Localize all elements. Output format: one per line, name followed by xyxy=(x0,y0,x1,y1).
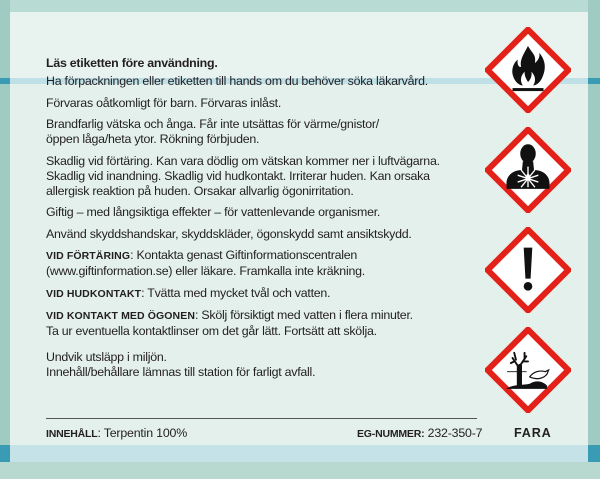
keep-away-statement: Förvaras oåtkomligt för barn. Förvaras inlåst. xyxy=(46,95,282,110)
ec-number-value: 232-350-7 xyxy=(424,426,483,440)
signal-word: FARA xyxy=(514,426,552,440)
ec-number-label: EG-NUMMER: xyxy=(357,428,425,440)
frame-bottom xyxy=(0,462,600,479)
environment-icon xyxy=(485,327,571,413)
first-aid-skin: VID HUDKONTAKT: Tvätta med mycket tvål och vatten. xyxy=(46,285,331,300)
frame-left xyxy=(0,0,10,462)
label-title: Läs etiketten före användning. xyxy=(46,56,218,70)
first-aid-ingestion-label: VID FÖRTÄRING xyxy=(46,250,131,263)
panel-stripe-bottom xyxy=(10,445,588,462)
keep-label-statement: Ha förpackningen eller etiketten till hands om du behöver söka läkarvård. xyxy=(46,74,428,89)
contents-label: INNEHÅLL xyxy=(46,428,98,440)
ec-number-info xyxy=(357,426,482,440)
first-aid-skin-label: VID HUDKONTAKT xyxy=(46,287,142,300)
contents-info xyxy=(46,426,187,440)
frame-top xyxy=(0,0,600,12)
first-aid-eyes: VID KONTAKT MED ÖGONEN: Skölj försiktigt med vatten i flera minuter. Ta ur eventuella kontaktlinser om det går lätt. Fortsätt att skölja. xyxy=(46,308,413,339)
footer-divider xyxy=(46,418,477,419)
label-panel xyxy=(10,12,588,462)
frame-right xyxy=(588,0,600,462)
aquatic-toxicity-statement: Giftig – med långsiktiga effekter – för vattenlevande organismer. xyxy=(46,205,381,220)
disposal-statement: Undvik utsläpp i miljön. Innehåll/behållare lämnas till station för farligt avfall. xyxy=(46,349,316,379)
first-aid-eyes-label: VID KONTAKT MED ÖGONEN xyxy=(46,310,196,323)
exclamation-mark-icon xyxy=(485,227,571,313)
flammable-statement: Brandfarlig vätska och ånga. Får inte utsättas för värme/gnistor/ öppen låga/heta ytor. Rökning förbjuden. xyxy=(46,116,379,147)
label-text xyxy=(46,56,486,386)
harmful-statement: Skadlig vid förtäring. Kan vara dödlig om vätskan kommer ner i luftvägarna. Skadlig vid inandning. Skadlig vid hudkontakt. Irriterar huden. Kan orsaka allergisk reaktion på huden. Orsakar allvarlig ögonirritation. xyxy=(46,153,440,198)
contents-value: : Terpentin 100% xyxy=(97,426,188,440)
flame-icon xyxy=(485,27,571,113)
protection-statement: Använd skyddshandskar, skyddskläder, ögonskydd samt ansiktskydd. xyxy=(46,226,412,241)
health-hazard-icon xyxy=(485,127,571,213)
first-aid-ingestion: VID FÖRTÄRING: Kontakta genast Giftinformationscentralen (www.giftinformation.se) eller läkare. Framkalla inte kräkning. xyxy=(46,248,365,279)
